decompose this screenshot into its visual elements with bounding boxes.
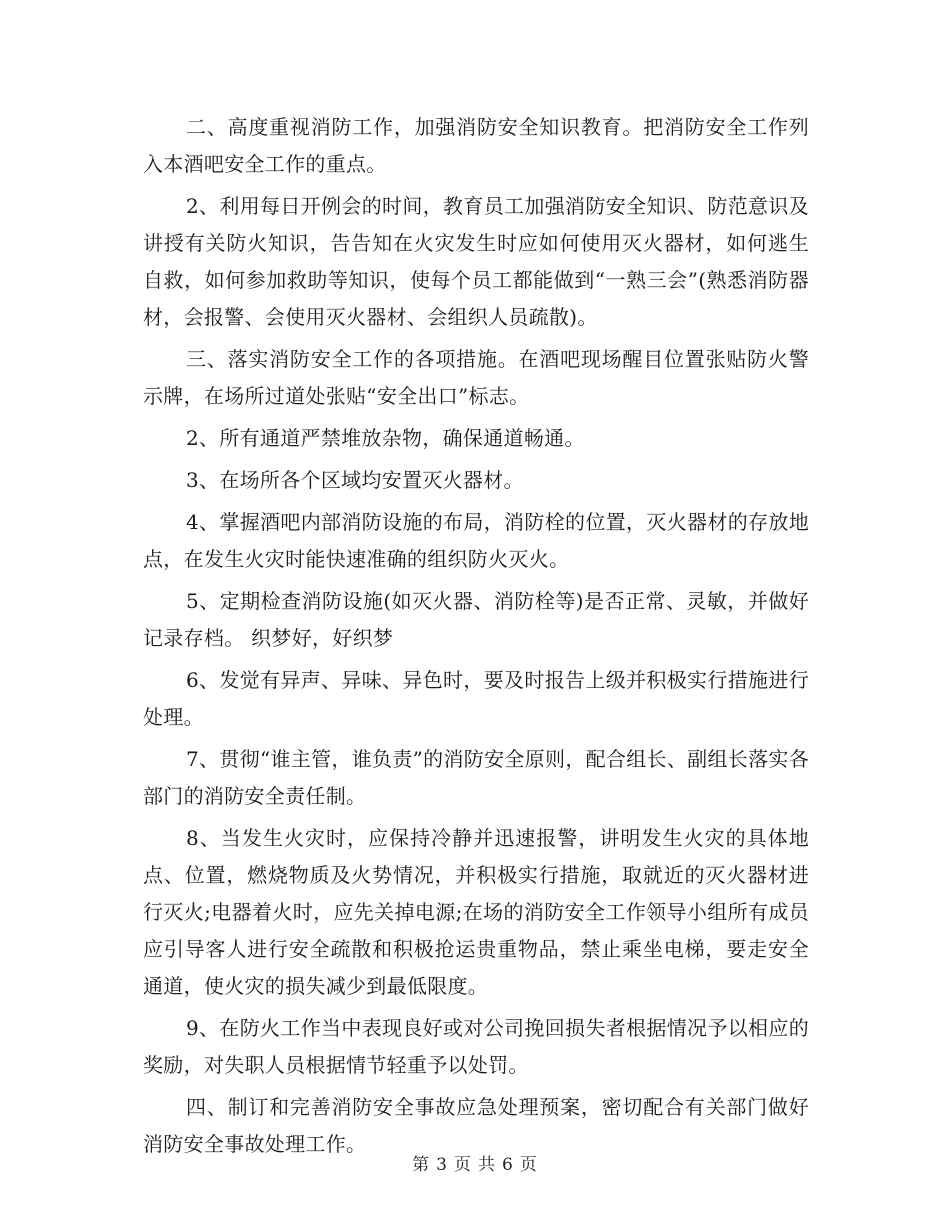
page-footer [0,1150,950,1175]
paragraph-section-two: 二、高度重视消防工作，加强消防安全知识教育。把消防安全工作列入本酒吧安全工作的重点。 [143,115,809,176]
paragraph-item: 6、发觉有异声、异味、异色时，要及时报告上级并积极实行措施进行处理。 [143,668,809,729]
document-body [143,109,809,1168]
footer-suffix: 页 [519,1155,538,1175]
footer-total-word: 共 [478,1155,496,1175]
paragraph-item: 7、贯彻“谁主管，谁负责”的消防安全原则，配合组长、副组长落实各部门的消防安全责任制。 [143,747,809,808]
footer-prefix: 第 [412,1155,431,1175]
paragraph-item: 4、掌握酒吧内部消防设施的布局，消防栓的位置，灭火器材的存放地点，在发生火灾时能快速准确的组织防火灭火。 [143,510,809,571]
footer-total-pages: 6 [502,1155,514,1175]
paragraph-section-three: 三、落实消防安全工作的各项措施。在酒吧现场醒目位置张贴防火警示牌，在场所过道处张贴“安全出口”标志。 [143,347,809,408]
paragraph-item: 2、所有通道严禁堆放杂物，确保通道畅通。 [186,426,585,450]
paragraph-item: 3、在场所各个区域均安置灭火器材。 [186,468,524,492]
paragraph-item: 5、定期检查消防设施(如灭火器、消防栓等)是否正常、灵敏，并做好记录存档。 织梦好，好织梦 [143,589,809,650]
paragraph-item: 8、当发生火灾时，应保持冷静并迅速报警，讲明发生火灾的具体地点、位置，燃烧物质及火势情况，并积极实行措施，取就近的灭火器材进行灭火;电器着火时，应先关掉电源;在场的消防安全工作领导小组所有成员应引导客人进行安全疏散和积极抢运贵重物品，禁止乘坐电梯，要走安全通道，使火灾的损失减少到最低限度。 [143,826,809,998]
paragraph-section-four: 四、制订和完善消防安全事故应急处理预案，密切配合有关部门做好消防安全事故处理工作。 [143,1095,809,1156]
paragraph-item: 2、利用每日开例会的时间，教育员工加强消防安全知识、防范意识及讲授有关防火知识，告告知在火灾发生时应如何使用灭火器材，如何逃生自救，如何参加救助等知识，使每个员工都能做到“一熟三会”(熟悉消防器材，会报警、会使用灭火器材、会组织人员疏散)。 [143,194,809,329]
footer-current-page: 3 [436,1155,448,1175]
paragraph-item: 9、在防火工作当中表现良好或对公司挽回损失者根据情况予以相应的奖励，对失职人员根据情节轻重予以处罚。 [143,1016,809,1077]
footer-page-word: 页 [454,1155,472,1175]
